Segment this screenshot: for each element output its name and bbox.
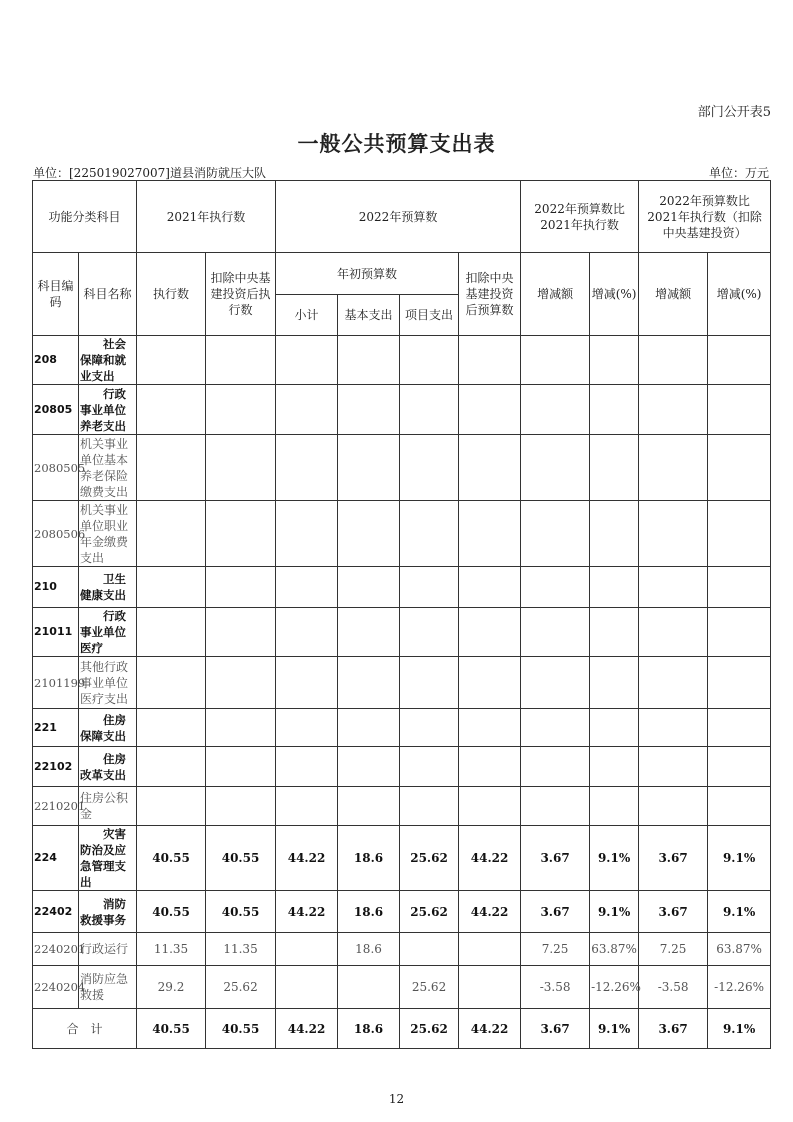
row-value bbox=[521, 567, 590, 608]
row-code: 21011 bbox=[33, 608, 79, 657]
row-value bbox=[459, 709, 521, 747]
row-value bbox=[137, 567, 206, 608]
unit-organization: 单位：[225019027007]道县消防就压大队 bbox=[33, 166, 266, 180]
row-code: 224 bbox=[33, 826, 79, 891]
table-row bbox=[33, 966, 771, 1009]
row-value bbox=[639, 787, 708, 826]
row-value bbox=[338, 385, 400, 435]
row-value bbox=[338, 966, 400, 1009]
row-value bbox=[639, 608, 708, 657]
row-value: 9.1% bbox=[590, 826, 639, 891]
row-value: 40.55 bbox=[137, 826, 206, 891]
total-cell: 3.67 bbox=[639, 1009, 708, 1049]
row-value bbox=[400, 933, 459, 966]
row-name: 灾害防治及应急管理支出 bbox=[79, 826, 137, 891]
row-name: 机关事业单位职业年金缴费支出 bbox=[79, 501, 137, 567]
row-code: 2210201 bbox=[33, 787, 79, 826]
row-value bbox=[708, 709, 771, 747]
row-value bbox=[276, 933, 338, 966]
row-value: 25.62 bbox=[400, 966, 459, 1009]
row-value: 25.62 bbox=[400, 891, 459, 933]
row-name: 行政运行 bbox=[79, 933, 137, 966]
row-value: -12.26% bbox=[708, 966, 771, 1009]
row-value bbox=[276, 501, 338, 567]
row-code: 22402 bbox=[33, 891, 79, 933]
header-exec: 执行数 bbox=[137, 253, 206, 336]
row-code: 2080505 bbox=[33, 435, 79, 501]
row-value: 18.6 bbox=[338, 826, 400, 891]
row-value bbox=[338, 608, 400, 657]
row-value bbox=[206, 747, 276, 787]
row-value bbox=[276, 709, 338, 747]
row-value: -12.26% bbox=[590, 966, 639, 1009]
row-name: 机关事业单位基本养老保险缴费支出 bbox=[79, 435, 137, 501]
row-value: 9.1% bbox=[590, 891, 639, 933]
row-name: 住房改革支出 bbox=[79, 747, 137, 787]
row-value bbox=[276, 608, 338, 657]
total-cell: 40.55 bbox=[137, 1009, 206, 1049]
header-diff-1: 增减额 bbox=[521, 253, 590, 336]
row-value bbox=[708, 657, 771, 709]
row-value: 3.67 bbox=[639, 891, 708, 933]
page-title: 一般公共预算支出表 bbox=[297, 132, 496, 156]
header-pct-1: 增减(%) bbox=[590, 253, 639, 336]
row-value bbox=[206, 567, 276, 608]
row-value bbox=[276, 435, 338, 501]
row-value bbox=[708, 567, 771, 608]
budget-table bbox=[32, 180, 771, 1049]
row-value bbox=[459, 787, 521, 826]
row-value bbox=[590, 336, 639, 385]
header-budget-excl: 扣除中央基建投资后预算数 bbox=[459, 253, 521, 336]
row-value bbox=[137, 385, 206, 435]
row-value bbox=[459, 747, 521, 787]
row-name: 卫生健康支出 bbox=[79, 567, 137, 608]
row-value bbox=[400, 501, 459, 567]
row-value bbox=[459, 501, 521, 567]
header-basic: 基本支出 bbox=[338, 295, 400, 336]
table-row bbox=[33, 385, 771, 435]
header-2022-budget: 2022年预算数 bbox=[276, 181, 521, 253]
row-value bbox=[400, 385, 459, 435]
total-cell: 3.67 bbox=[521, 1009, 590, 1049]
row-value: 7.25 bbox=[521, 933, 590, 966]
row-value bbox=[206, 709, 276, 747]
row-value: 9.1% bbox=[708, 826, 771, 891]
row-value bbox=[590, 501, 639, 567]
table-row bbox=[33, 336, 771, 385]
row-code: 210 bbox=[33, 567, 79, 608]
row-value bbox=[639, 657, 708, 709]
row-value bbox=[708, 385, 771, 435]
row-value bbox=[459, 336, 521, 385]
row-value bbox=[338, 709, 400, 747]
row-value bbox=[400, 787, 459, 826]
row-value bbox=[400, 435, 459, 501]
row-value: 25.62 bbox=[400, 826, 459, 891]
row-value bbox=[400, 608, 459, 657]
row-value bbox=[459, 933, 521, 966]
row-value bbox=[276, 336, 338, 385]
row-value: 29.2 bbox=[137, 966, 206, 1009]
row-value bbox=[639, 709, 708, 747]
row-value bbox=[521, 608, 590, 657]
row-code: 2240201 bbox=[33, 933, 79, 966]
row-code: 20805 bbox=[33, 385, 79, 435]
row-value bbox=[590, 747, 639, 787]
row-value: 9.1% bbox=[708, 891, 771, 933]
row-name: 行政事业单位养老支出 bbox=[79, 385, 137, 435]
row-value bbox=[338, 435, 400, 501]
row-value bbox=[639, 747, 708, 787]
row-value bbox=[708, 787, 771, 826]
row-name: 消防应急救援 bbox=[79, 966, 137, 1009]
row-value bbox=[590, 709, 639, 747]
row-value bbox=[639, 336, 708, 385]
row-value bbox=[590, 435, 639, 501]
row-value bbox=[521, 336, 590, 385]
row-value bbox=[206, 385, 276, 435]
row-value bbox=[276, 567, 338, 608]
row-name: 住房保障支出 bbox=[79, 709, 137, 747]
row-value: 25.62 bbox=[206, 966, 276, 1009]
row-value bbox=[276, 787, 338, 826]
row-value bbox=[400, 747, 459, 787]
row-value bbox=[521, 501, 590, 567]
row-value bbox=[459, 435, 521, 501]
row-value: 18.6 bbox=[338, 891, 400, 933]
table-row bbox=[33, 826, 771, 891]
row-name: 行政事业单位医疗 bbox=[79, 608, 137, 657]
row-value bbox=[137, 435, 206, 501]
row-value bbox=[206, 501, 276, 567]
header-pct-2: 增减(%) bbox=[708, 253, 771, 336]
row-value bbox=[459, 567, 521, 608]
row-code: 22102 bbox=[33, 747, 79, 787]
page-number: 12 bbox=[388, 1092, 405, 1106]
row-value: 18.6 bbox=[338, 933, 400, 966]
row-value bbox=[137, 709, 206, 747]
row-value bbox=[400, 657, 459, 709]
row-value: 44.22 bbox=[276, 891, 338, 933]
row-value bbox=[400, 709, 459, 747]
total-row bbox=[33, 1009, 771, 1049]
row-value: 40.55 bbox=[137, 891, 206, 933]
row-value bbox=[338, 747, 400, 787]
row-value bbox=[708, 336, 771, 385]
header-code: 科目编码 bbox=[33, 253, 79, 336]
total-cell: 9.1% bbox=[708, 1009, 771, 1049]
row-value bbox=[521, 435, 590, 501]
row-value bbox=[276, 747, 338, 787]
table-row bbox=[33, 567, 771, 608]
total-cell: 40.55 bbox=[206, 1009, 276, 1049]
unit-money: 单位：万元 bbox=[708, 166, 769, 180]
row-code: 2101199 bbox=[33, 657, 79, 709]
row-value bbox=[206, 336, 276, 385]
row-value bbox=[639, 567, 708, 608]
row-value bbox=[590, 787, 639, 826]
row-value bbox=[137, 787, 206, 826]
row-value bbox=[276, 385, 338, 435]
total-cell: 25.62 bbox=[400, 1009, 459, 1049]
row-value bbox=[206, 435, 276, 501]
row-value bbox=[459, 657, 521, 709]
row-code: 2240204 bbox=[33, 966, 79, 1009]
row-value: 44.22 bbox=[459, 891, 521, 933]
row-value bbox=[521, 709, 590, 747]
header-name: 科目名称 bbox=[79, 253, 137, 336]
row-value bbox=[459, 608, 521, 657]
table-row bbox=[33, 709, 771, 747]
row-value: 11.35 bbox=[206, 933, 276, 966]
row-name: 住房公积金 bbox=[79, 787, 137, 826]
header-exec-excl: 扣除中央基建投资后执行数 bbox=[206, 253, 276, 336]
row-value bbox=[400, 567, 459, 608]
row-value bbox=[137, 336, 206, 385]
row-code: 221 bbox=[33, 709, 79, 747]
row-value: 63.87% bbox=[708, 933, 771, 966]
row-value bbox=[338, 787, 400, 826]
row-value bbox=[639, 501, 708, 567]
row-value bbox=[639, 435, 708, 501]
header-functional-category: 功能分类科目 bbox=[33, 181, 137, 253]
row-value: -3.58 bbox=[639, 966, 708, 1009]
header-project: 项目支出 bbox=[400, 295, 459, 336]
row-value: 3.67 bbox=[521, 891, 590, 933]
row-value bbox=[206, 657, 276, 709]
row-value bbox=[338, 501, 400, 567]
row-value bbox=[276, 966, 338, 1009]
row-value bbox=[137, 501, 206, 567]
table-row bbox=[33, 501, 771, 567]
row-value bbox=[276, 657, 338, 709]
header-diff-2: 增减额 bbox=[639, 253, 708, 336]
row-value bbox=[639, 385, 708, 435]
row-value: 44.22 bbox=[276, 826, 338, 891]
row-value bbox=[206, 608, 276, 657]
row-value bbox=[708, 747, 771, 787]
row-value: 3.67 bbox=[639, 826, 708, 891]
row-value bbox=[708, 501, 771, 567]
row-value bbox=[137, 747, 206, 787]
row-value: 7.25 bbox=[639, 933, 708, 966]
row-value: 40.55 bbox=[206, 826, 276, 891]
row-code: 208 bbox=[33, 336, 79, 385]
header-initial-budget: 年初预算数 bbox=[276, 253, 459, 295]
row-value bbox=[590, 608, 639, 657]
total-label: 合 计 bbox=[33, 1009, 137, 1049]
row-value bbox=[338, 657, 400, 709]
row-name: 社会保障和就业支出 bbox=[79, 336, 137, 385]
row-value: 3.67 bbox=[521, 826, 590, 891]
row-value bbox=[400, 336, 459, 385]
header-compare: 2022年预算数比2021年执行数 bbox=[521, 181, 639, 253]
row-value: 11.35 bbox=[137, 933, 206, 966]
row-value bbox=[521, 385, 590, 435]
row-value: 44.22 bbox=[459, 826, 521, 891]
row-value bbox=[521, 747, 590, 787]
row-value bbox=[590, 657, 639, 709]
row-value: 63.87% bbox=[590, 933, 639, 966]
row-value bbox=[708, 608, 771, 657]
row-value bbox=[590, 385, 639, 435]
row-value: 40.55 bbox=[206, 891, 276, 933]
row-value bbox=[206, 787, 276, 826]
table-row bbox=[33, 435, 771, 501]
total-cell: 44.22 bbox=[459, 1009, 521, 1049]
header-subtotal: 小计 bbox=[276, 295, 338, 336]
row-value bbox=[338, 336, 400, 385]
table-row bbox=[33, 933, 771, 966]
row-value bbox=[459, 385, 521, 435]
header-2021-exec: 2021年执行数 bbox=[137, 181, 276, 253]
table-row bbox=[33, 787, 771, 826]
row-value bbox=[521, 657, 590, 709]
row-value bbox=[137, 608, 206, 657]
table-row bbox=[33, 608, 771, 657]
table-row bbox=[33, 747, 771, 787]
row-value bbox=[590, 567, 639, 608]
row-value bbox=[459, 966, 521, 1009]
header-compare-excl: 2022年预算数比2021年执行数（扣除中央基建投资） bbox=[639, 181, 771, 253]
total-cell: 9.1% bbox=[590, 1009, 639, 1049]
row-value bbox=[137, 657, 206, 709]
table-row bbox=[33, 657, 771, 709]
row-value bbox=[708, 435, 771, 501]
row-name: 其他行政事业单位医疗支出 bbox=[79, 657, 137, 709]
row-value bbox=[338, 567, 400, 608]
row-value: -3.58 bbox=[521, 966, 590, 1009]
row-code: 2080506 bbox=[33, 501, 79, 567]
table-row bbox=[33, 891, 771, 933]
total-cell: 18.6 bbox=[338, 1009, 400, 1049]
total-cell: 44.22 bbox=[276, 1009, 338, 1049]
row-value bbox=[521, 787, 590, 826]
row-name: 消防救援事务 bbox=[79, 891, 137, 933]
form-number: 部门公开表5 bbox=[697, 105, 771, 120]
